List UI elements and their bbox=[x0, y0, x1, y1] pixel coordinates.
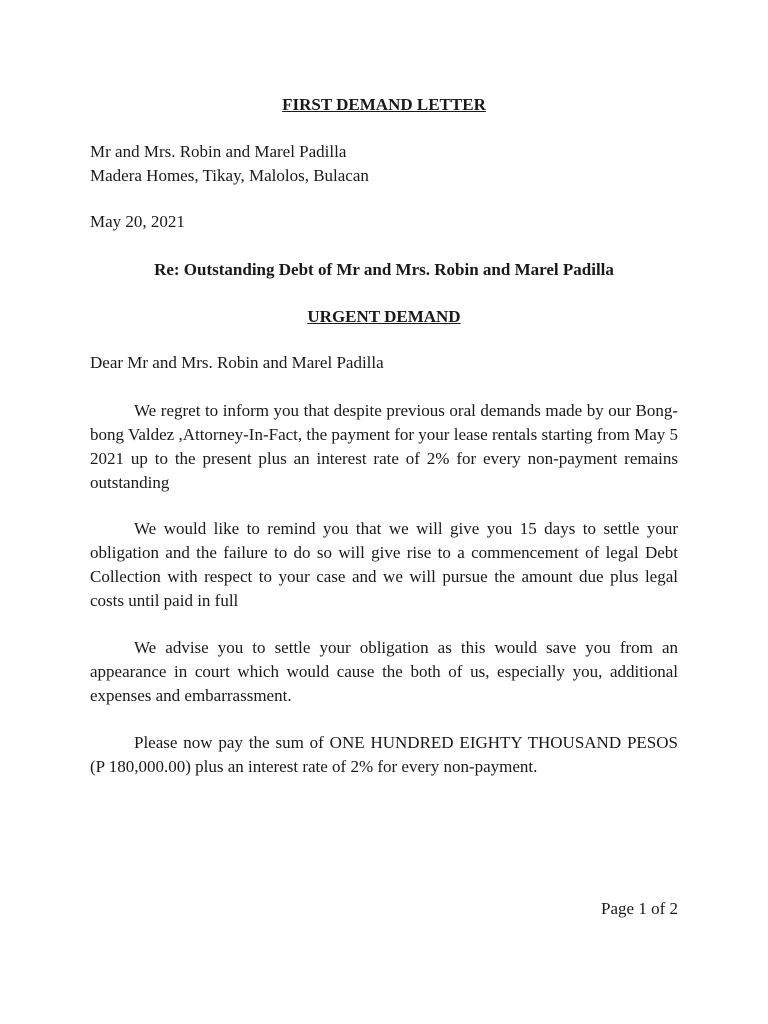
paragraph-1: We regret to inform you that despite previous oral demands made by our Bong-bong Valdez ,Attorney-In-Fact, the payment for your lease rentals starting from May 5 2021 up to the present plus an interest rate of 2% for every non-payment remains outstanding bbox=[90, 401, 678, 492]
paragraph-2: We would like to remind you that we will give you 15 days to settle your obligation and the failure to do so will give rise to a commencement of legal Debt Collection with respect to your case and we will pursue the amount due plus legal costs until paid in full bbox=[90, 519, 678, 610]
paragraph-3: We advise you to settle your obligation as this would save you from an appearance in court which would cause the both of us, especially you, additional expenses and embarrassment. bbox=[90, 638, 678, 705]
page-number: Page 1 of 2 bbox=[601, 899, 678, 918]
salutation: Dear Mr and Mrs. Robin and Marel Padilla bbox=[90, 353, 384, 372]
paragraph-4: Please now pay the sum of ONE HUNDRED EIGHTY THOUSAND PESOS (P 180,000.00) plus an interest rate of 2% for every non-payment. bbox=[90, 733, 678, 776]
letter-title: FIRST DEMAND LETTER bbox=[282, 95, 486, 114]
recipient-address: Madera Homes, Tikay, Malolos, Bulacan bbox=[90, 166, 369, 185]
letter-subject: Re: Outstanding Debt of Mr and Mrs. Robin and Marel Padilla bbox=[154, 260, 614, 279]
urgent-demand-heading: URGENT DEMAND bbox=[307, 307, 461, 326]
letter-date: May 20, 2021 bbox=[90, 212, 185, 231]
recipient-name: Mr and Mrs. Robin and Marel Padilla bbox=[90, 142, 347, 161]
